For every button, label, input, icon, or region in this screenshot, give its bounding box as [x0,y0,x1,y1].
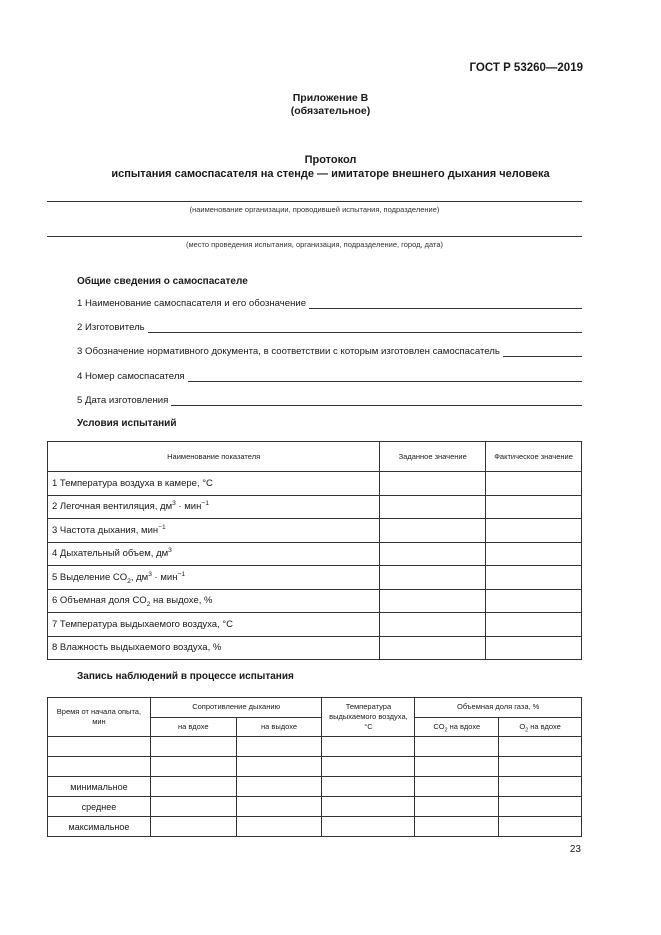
data-cell[interactable] [499,797,582,817]
field-name-label: 1 Наименование самоспасателя и его обозначение [77,298,307,309]
table-row [48,495,582,519]
actual-value-cell[interactable] [486,566,582,590]
actual-value-cell[interactable] [486,495,582,519]
actual-value-cell[interactable] [486,472,582,496]
table-row [48,542,582,566]
indicator-label: 3 Частота дыхания, мин$^{-1}$ [48,519,380,543]
general-heading: Общие сведения о самоспасателе [77,276,248,287]
col-set-value: Заданное значение [380,442,486,472]
table-row [48,817,582,837]
field-manufacture-date [77,395,582,406]
field-normative-doc-line[interactable] [503,347,582,357]
conditions-table [47,441,582,660]
data-cell[interactable] [236,737,322,757]
field-serial-number [77,371,582,382]
field-serial-number-label: 4 Номер самоспасателя [77,371,185,382]
col-exhaled-temp: Температура выдыхаемого воздуха, °С [322,698,415,737]
data-cell[interactable] [150,757,236,777]
col-indicator: Наименование показателя [48,442,380,472]
row-label [48,757,151,777]
organization-caption: (наименование организации, проводившей испытания, подразделение) [189,205,440,214]
table-row [48,777,582,797]
data-cell[interactable] [322,817,415,837]
actual-value-cell[interactable] [486,589,582,613]
data-cell[interactable] [236,757,322,777]
table-row [48,737,582,757]
observations-heading: Запись наблюдений в процессе испытания [77,671,294,682]
data-cell[interactable] [322,797,415,817]
indicator-label: 8 Влажность выдыхаемого воздуха, % [48,636,380,660]
appendix-title: Приложение В [292,92,369,104]
actual-value-cell[interactable] [486,542,582,566]
col-actual-value: Фактическое значение [486,442,582,472]
data-cell[interactable] [322,757,415,777]
field-normative-doc-label: 3 Обозначение нормативного документа, в соответствии с которым изготовлен самоспасатель [77,346,500,357]
col-inhale: на вдохе [150,717,236,737]
data-cell[interactable] [415,757,499,777]
data-cell[interactable] [415,817,499,837]
data-cell[interactable] [322,777,415,797]
table-row [48,757,582,777]
field-serial-number-line[interactable] [188,372,582,382]
field-name [77,298,582,309]
row-label [48,737,151,757]
observations-header-row [48,698,582,718]
place-caption: (место проведения испытания, организация, подразделение, город, дата) [185,240,444,249]
table-row [48,613,582,637]
appendix-heading [0,92,661,118]
set-value-cell[interactable] [380,542,486,566]
data-cell[interactable] [499,757,582,777]
indicator-label: 7 Температура выдыхаемого воздуха, °С [48,613,380,637]
table-row [48,519,582,543]
field-manufacture-date-label: 5 Дата изготовления [77,395,169,406]
data-cell[interactable] [415,797,499,817]
page-number: 23 [569,844,581,855]
set-value-cell[interactable] [380,495,486,519]
set-value-cell[interactable] [380,472,486,496]
indicator-label: 6 Объемная доля $CO_2$ на выдохе, % [48,589,380,613]
set-value-cell[interactable] [380,589,486,613]
col-co2: $CO_2$ на вдохе [415,717,499,737]
row-label: минимальное [48,777,151,797]
field-manufacture-date-line[interactable] [171,396,582,406]
conditions-header-row [48,442,582,472]
blank-line-place [47,236,582,237]
set-value-cell[interactable] [380,566,486,590]
data-cell[interactable] [322,737,415,757]
observations-table [47,697,582,837]
data-cell[interactable] [415,737,499,757]
indicator-label: 4 Дыхательный объем, $дм^3$ [48,542,380,566]
actual-value-cell[interactable] [486,613,582,637]
actual-value-cell[interactable] [486,636,582,660]
set-value-cell[interactable] [380,613,486,637]
table-row [48,472,582,496]
data-cell[interactable] [499,777,582,797]
col-exhale: на выдохе [236,717,322,737]
table-row [48,797,582,817]
standard-code: ГОСТ Р 53260—2019 [469,62,583,74]
data-cell[interactable] [236,777,322,797]
field-normative-doc [77,346,582,357]
field-name-line[interactable] [309,299,582,309]
data-cell[interactable] [415,777,499,797]
data-cell[interactable] [150,817,236,837]
indicator-label: 1 Температура воздуха в камере, °С [48,472,380,496]
data-cell[interactable] [150,737,236,757]
indicator-label: 2 Легочная вентиляция, $дм^3 \cdot мин^{-1}$ [48,495,380,519]
field-manufacturer-label: 2 Изготовитель [77,322,145,333]
field-manufacturer [77,322,582,333]
col-time: Время от начала опыта, мин [48,698,151,737]
col-resistance: Сопротивление дыханию [150,698,322,718]
table-row [48,589,582,613]
protocol-heading [0,153,661,181]
data-cell[interactable] [150,777,236,797]
appendix-note: (обязательное) [290,105,371,117]
table-row [48,636,582,660]
actual-value-cell[interactable] [486,519,582,543]
set-value-cell[interactable] [380,519,486,543]
col-o2: $O_2$ на вдохе [499,717,582,737]
data-cell[interactable] [236,797,322,817]
indicator-label: 5 Выделение $CO_2$, $дм^3 \cdot мин^{-1}$ [48,566,380,590]
col-gas-fraction: Объемная доля газа, % [415,698,582,718]
blank-line-organization [47,201,582,202]
protocol-subtitle: испытания самоспасателя на стенде — имитаторе внешнего дыхания человека [111,168,550,180]
row-label: среднее [48,797,151,817]
data-cell[interactable] [499,817,582,837]
field-manufacturer-line[interactable] [148,323,582,333]
row-label: максимальное [48,817,151,837]
protocol-title: Протокол [304,154,357,166]
data-cell[interactable] [150,797,236,817]
data-cell[interactable] [236,817,322,837]
set-value-cell[interactable] [380,636,486,660]
table-row [48,566,582,590]
data-cell[interactable] [499,737,582,757]
conditions-heading: Условия испытаний [77,418,177,429]
